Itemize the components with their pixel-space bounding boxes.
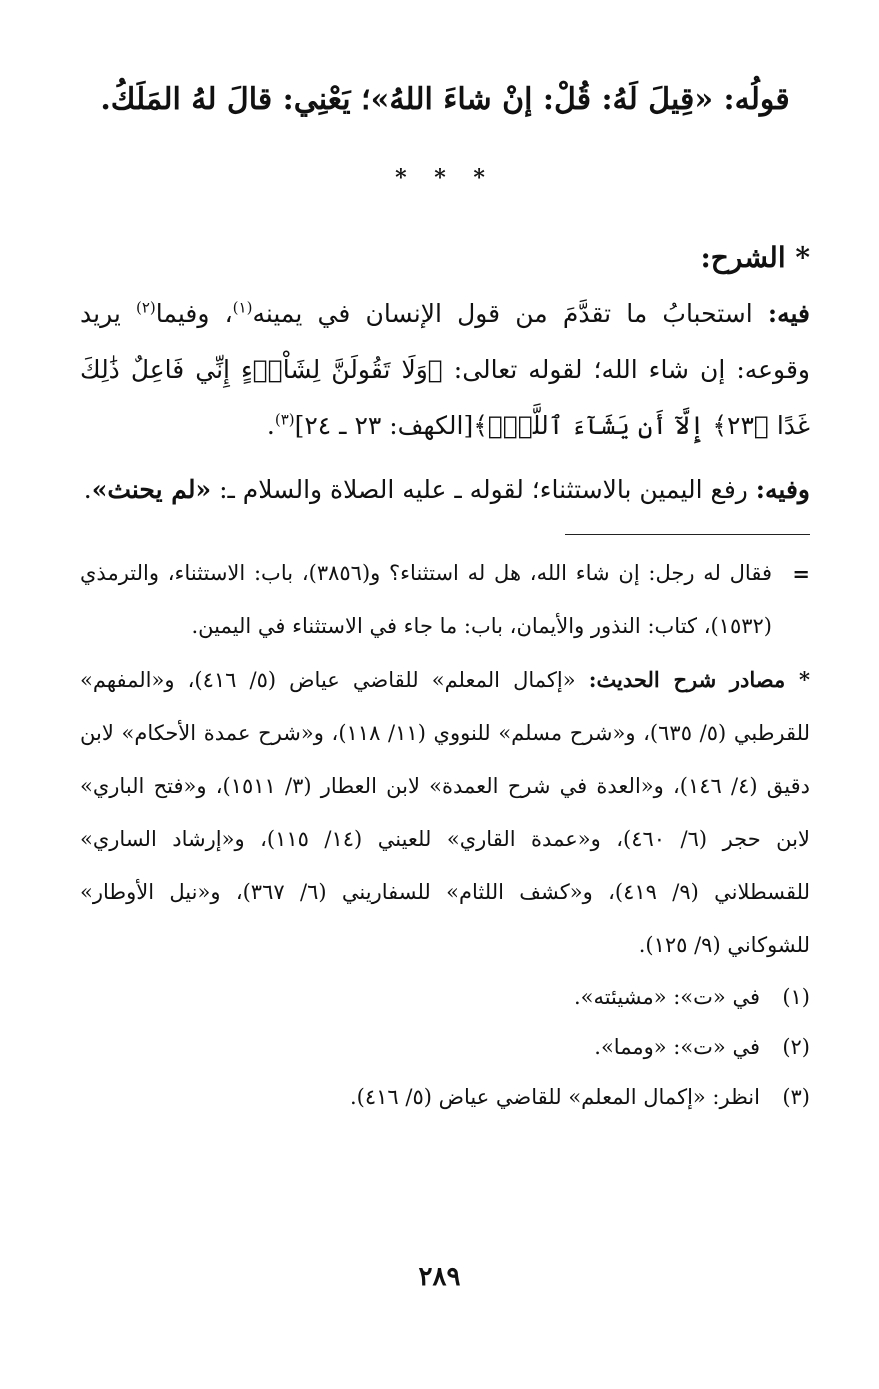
paragraph-text: .: [83, 475, 92, 504]
sources-note: [80, 653, 810, 972]
paragraph-lead: فيه:: [767, 299, 810, 328]
footnote-text: انظر: «إكمال المعلم» للقاضي عياض (٥/ ٤١٦).: [349, 1085, 760, 1109]
paragraph-lead: وفيه:: [755, 475, 810, 504]
footnote-ref-2[interactable]: (٢): [136, 298, 156, 317]
footnote-item: [80, 972, 810, 1022]
footnote-divider: [565, 534, 810, 535]
section-separator: * * *: [395, 165, 495, 191]
footnote-number: (٢): [782, 1035, 810, 1059]
commentary-paragraph-1: [80, 286, 810, 454]
footnote-number: (٣): [782, 1085, 810, 1109]
footnote-continuation: [80, 547, 810, 653]
paragraph-text: استحبابُ ما تقدَّمَ من قول الإنسان في يمينه: [252, 299, 768, 328]
continuation-mark: =: [792, 561, 810, 586]
verse-reference: [الكهف: ٢٣ ـ ٢٤]: [294, 411, 474, 440]
footnote-number: (١): [782, 985, 810, 1009]
paragraph-text: .: [266, 411, 275, 440]
footnote-ref-3[interactable]: (٣): [274, 410, 295, 429]
footnote-text: في «ت»: «مشيئته».: [573, 985, 760, 1009]
sources-label: * مصادر شرح الحديث:: [588, 667, 810, 692]
footnote-item: [80, 1072, 810, 1122]
page-number: ٢٨٩: [418, 1262, 461, 1292]
footnote-text: في «ت»: «ومما».: [594, 1035, 760, 1059]
quran-verse: ﴿وَلَا تَقُولَنَّ لِشَاْىۡءٍ إِنِّي فَاعِلٌ ذَٰلِكَ غَدًا ﴿٢٣﴾ إِلَّآ أَن يَشَآءَ ٱللَّهُۚ﴾: [80, 355, 810, 440]
paragraph-text: يريد وقوعه: إن شاء الله؛ لقوله تعالى:: [80, 299, 810, 384]
hadith-quote: «لم يحنث»: [91, 475, 212, 504]
commentary-paragraph-2: [80, 462, 810, 518]
page-body: [80, 72, 810, 1122]
section-title: * الشرح:: [700, 241, 810, 274]
sources-text: «إكمال المعلم» للقاضي عياض (٥/ ٤١٦)، و«المفهم» للقرطبي (٥/ ٦٣٥)، و«شرح مسلم» للنووي (١١/ ١١٨)، و«شرح عمدة الأحكام» لابن دقيق (٤/ ١٤٦)، و«العدة في شرح العمدة» لابن العطار (٣/ ١٥١١)، و«فتح الباري» لابن حجر (٦/ ٤٦٠)، و«عمدة القاري» للعيني (١٤/ ١١٥)، و«إرشاد الساري» للقسطلاني (٩/ ٤١٩)، و«كشف اللثام» للسفاريني (٦/ ٣٦٧)، و«نيل الأوطار» للشوكاني (٩/ ١٢٥).: [80, 668, 810, 957]
paragraph-text: ، وفيما: [155, 299, 233, 328]
paragraph-text: رفع اليمين بالاستثناء؛ لقوله ـ عليه الصلاة والسلام ـ:: [211, 475, 756, 504]
page-headline: قولُه: «قِيلَ لَهُ: قُلْ: إنْ شاءَ اللهُ»؛ يَعْنِي: قالَ لهُ المَلَكُ.: [100, 82, 790, 117]
footnote-item: [80, 1022, 810, 1072]
continuation-text: فقال له رجل: إن شاء الله، هل له استثناء؟ و(٣٨٥٦)، باب: الاستثناء، والترمذي (١٥٣٢)، كتاب: النذور والأيمان، باب: ما جاء في الاستثناء في اليمين.: [80, 561, 772, 638]
footnotes-section: [80, 547, 810, 1122]
footnote-ref-1[interactable]: (١): [232, 298, 253, 317]
